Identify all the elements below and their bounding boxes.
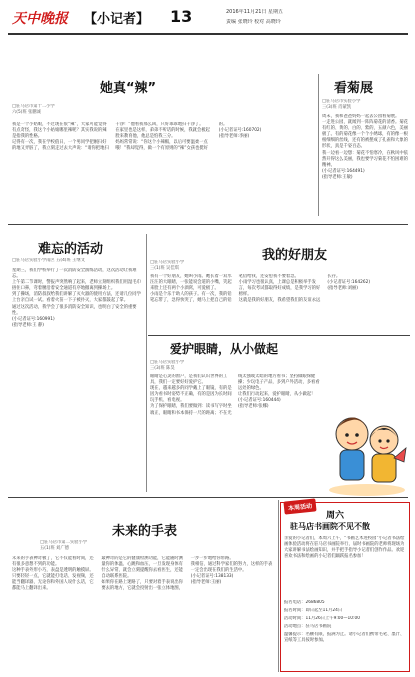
event-heading-day: 周六 <box>326 511 345 521</box>
article-title: 未来的手表 <box>112 524 178 539</box>
article-author: □驻马店市第二实验小学 五(1)班 刘广德 <box>40 540 88 551</box>
article-body: 未来的手表神奇极了，它不仅能看时间，还有很多意想不到的功能。 这种手表外形小巧，表盘是透明的触摸屏。只要轻轻一点，它就能打电话、发视频，还能当翻译器，无论你和外国人说什么话，它都能马上翻译出来。 最神奇的是它的健康检测功能，它能随时测量你的体温、心跳和血压，一旦发现身体有什么异常，就会立刻提醒你去看医生，还能自动联系医院。 如果你在路上迷路了，只要对着手表说出你要去的地方，它就会投射出一张立体地图，一步一步地给你带路。 我相信，通过科学家们的努力，这样的手表一定会出现在我们的生活中。 (小记者证号:138133) (指导老师:王丽) <box>12 556 273 592</box>
event-info-line: 活动地点：驻马店书画院 <box>284 624 332 629</box>
article-title: 爱护眼睛，从小做起 <box>170 342 279 356</box>
editors-line: 责编 张晓玲 校对 高晓玲 <box>226 19 281 25</box>
event-stamp: 本周活动 <box>283 498 316 514</box>
masthead-rule <box>8 33 408 35</box>
column-divider <box>146 234 147 492</box>
page-number: 13 <box>170 7 193 26</box>
event-info-line: 温馨提示：名额有限，报满为止。请小记者们携带毛笔、墨汁、宣纸等工具按时参加。 <box>284 632 405 644</box>
article-title: 她真“辣” <box>100 81 157 96</box>
article-title: 难忘的活动 <box>38 242 104 257</box>
article-title: 看菊展 <box>334 81 374 96</box>
article-body: 眼睛是心灵的窗户，是我们认识世界的工具，我们一定要好好爱护它。 现在，越来越多的同学戴上了眼镜，有的是因为看书时姿势不正确，有的是因为长时间玩手机、看电视。 为了保护眼睛，我们要做到：读书写字时坐端正，眼睛和书本保持一尺的距离；不在光线太强或太暗的地方看书；坚持做眼保健操；少玩电子产品，多到户外活动，多看看远处的绿色。 让我们行动起来，爱护眼睛，从小做起！ (小记者证号:160444) (指导老师:张娜) <box>150 374 320 416</box>
section-title: 【小记者】 <box>84 12 150 27</box>
event-body: 亲爱的小记者们，本周六上午，“书画艺术进校园”小记者书法绘画体验活动将在驻马店书画院举行，届时书画院的老师将现场为大家讲解书法绘画知识，并手把手指导小记者们创作作品。欢迎喜欢书法和绘画的小记者们踊跃报名参加！ <box>284 536 405 560</box>
column-divider <box>278 500 279 672</box>
article-body: 星期三，我们学校举行了一次消防安全演练活动，这次活动让我难忘。 上午第二节课时，警报声突然响了起来，老师立刻组织我们用湿毛巾捂住口鼻，弯着腰沿着安全通道有序地撤离到操场上。 到了操场，消防叔叔给我们讲解了灭火器的使用方法，还请几位同学上台亲自试一试。看着火苗一下子被扑灭，大家都鼓起了掌。 通过这次活动，我学会了很多消防安全知识，也明白了安全的重要性。 (小记者证号:160991) (指导老师:王 静) <box>12 268 141 328</box>
event-info-line: 报名电话：2686805 <box>284 600 325 605</box>
article-author: □驻马店实验小学南区 五(4)班 王继文 <box>12 258 86 263</box>
column-divider <box>318 74 319 216</box>
article-body: 我有一个好朋友，她叫小雨。她长着一双水汪汪的大眼睛，一张能说会道的小嘴，笑起来脸上还有两个小酒窝，可爱极了。 小雨是个乐于助人的孩子。有一次，我的铅笔忘带了，急得快哭了，她马上把自己的铅笔借给我，还安慰我不要着急。 小雨学习也很认真，上课总是积极举手发言，每次考试都取得好成绩，是我学习的好榜样。 这就是我的好朋友，我希望我们的友谊永远长存。 (小记者证号:164262) (指导老师:刘丽) <box>150 274 370 304</box>
section-rule <box>148 335 410 336</box>
section-rule <box>8 224 408 225</box>
article-author: □驻马店市第十二小学 六(5)班 张鹏诚 <box>12 104 55 115</box>
article-body: 我是一个小姑娘，不过现在很“辣”，大家可能觉得有点奇怪，我这个小姑娘哪里辣呢？其实我说的辣是指我的性格。 记得有一次，我在学校值日，一个男同学把刚扫好的地又弄脏了，我立刻走过去大声说：“请你把地扫干净！”他看我那么凶，只好乖乖地扫干净了。 在家里也是这样，弟弟不听话的时候，我就会板起脸来教育他，他总是怕我三分。 妈妈常常说：“你这个小辣椒，以后可要温柔一点哦！”我却觉得，做一个有原则的“辣”女孩也挺好的。 (小记者证号:160702) (指导老师:李丽) <box>12 122 262 152</box>
article-author: □驻马店实验小学 三(1)班 吴佳琪 <box>150 260 185 271</box>
article-title: 我的好朋友 <box>262 248 328 263</box>
cartoon-children-illustration <box>324 398 410 498</box>
article-author: □驻马店市实验小学 三(3)班 肖蒙凯 <box>322 99 361 110</box>
event-info-line: 活动时间：11月26日上午9:00—10:00 <box>284 616 360 621</box>
masthead <box>0 0 415 50</box>
date-line: 2016年11月21日 星期五 <box>226 9 284 15</box>
article-body: 周末，我和爸爸妈妈一起去公园看菊展。 一走进公园，就闻到一阵阵菊花的清香。菊花有红的、黄的、白的、紫的，五颜六色，美丽极了。有的菊花像一个个小绣球，有的像一根根细细的丝线，还有的被摆成了孔雀和大象的形状，真是千姿百态。 我一边看一边想：菊花不怕寒冷，在秋风中依然开得这么美丽，我也要学习菊花不怕困难的精神。 (小记者证号:164491) (指导老师:王敏) <box>322 114 408 180</box>
event-info-line: 报名时间：即日起至11月24日 <box>284 608 343 613</box>
article-author: □驻马店实验小学 三(3)班 陈昊 <box>150 360 185 371</box>
newspaper-logo: 天中晚报 <box>12 11 68 27</box>
event-heading-title: 驻马店书画院不见不散 <box>290 522 370 531</box>
section-rule <box>8 497 408 498</box>
